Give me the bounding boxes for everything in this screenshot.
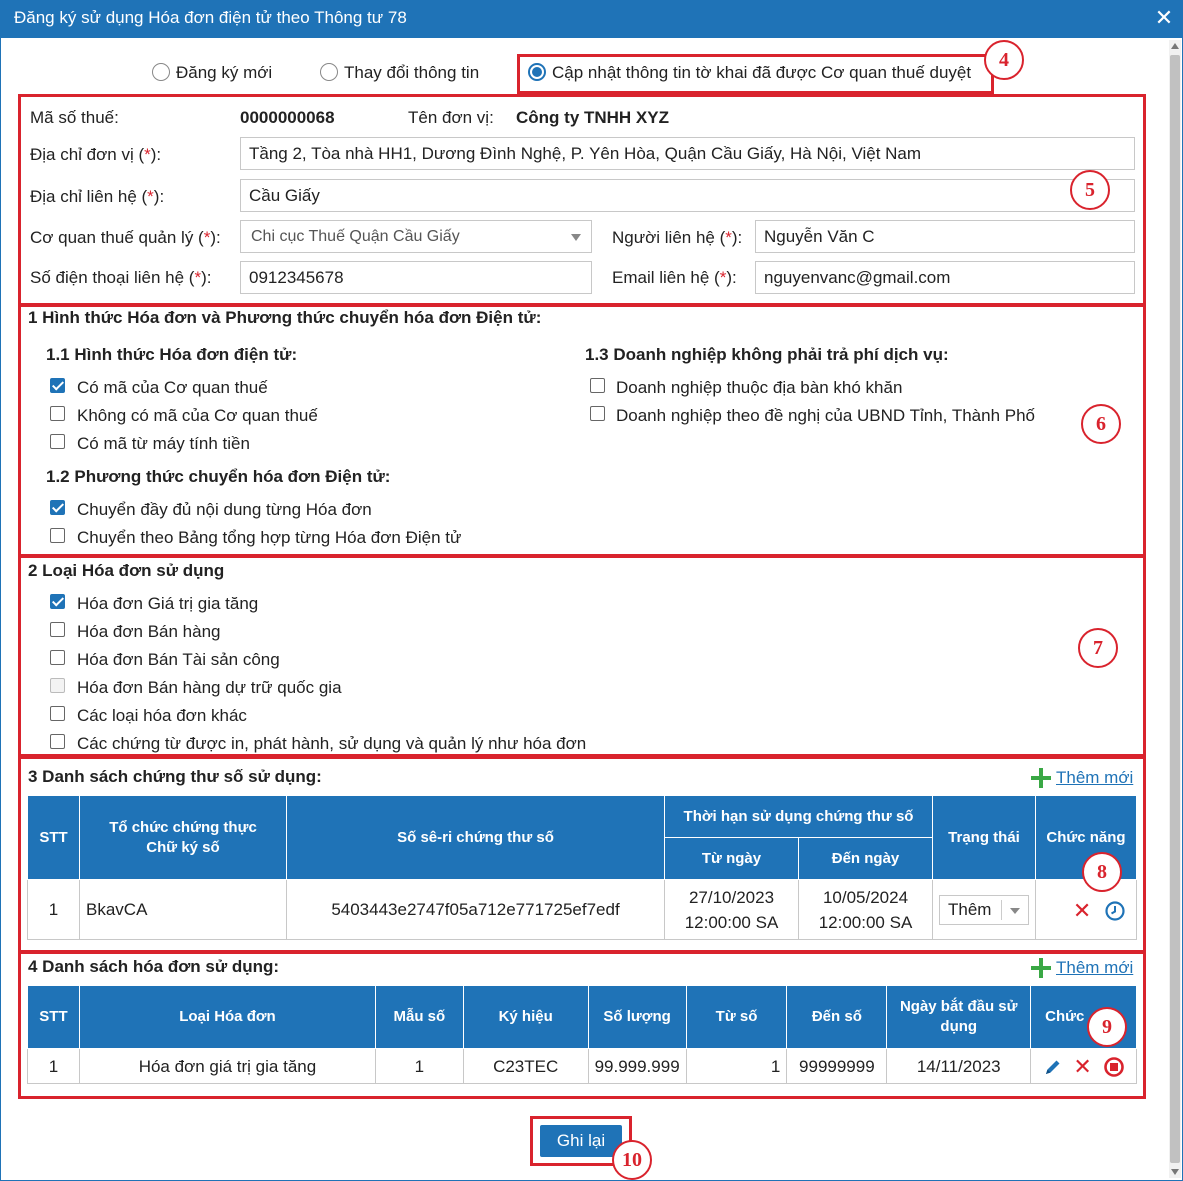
col-quantity: Số lượng [588,986,686,1049]
checkbox-public-asset-invoice-label: Hóa đơn Bán Tài sản công [77,650,280,669]
checkbox-no-tax-code[interactable] [50,406,65,421]
add-certificate-link[interactable]: Thêm mới [1056,768,1134,787]
cell-stt: 1 [28,1049,80,1084]
cell-quantity: 99.999.999 [588,1049,686,1084]
col-status: Trạng thái [933,796,1036,880]
col-start-date: Ngày bắt đầu sử dụng [887,986,1031,1049]
col-serial: Số sê-ri chứng thư số [287,796,665,880]
cell-stt: 1 [28,880,80,940]
col-from-no: Từ số [686,986,787,1049]
checkbox-full-content-label: Chuyển đầy đủ nội dung từng Hóa đơn [77,500,372,519]
cell-from-no: 1 [686,1049,787,1084]
col-stt: STT [28,986,80,1049]
status-value: Thêm [948,899,992,919]
checkbox-difficult-area-label: Doanh nghiệp thuộc địa bàn khó khăn [616,378,903,397]
cell-to: 10/05/2024 12:00:00 SA [799,880,933,940]
col-invoice-type: Loại Hóa đơn [79,986,375,1049]
add-invoice-link[interactable]: Thêm mới [1056,958,1134,977]
unit-address-label: Địa chỉ đơn vị (*): [30,145,162,164]
tax-office-select[interactable] [240,220,592,253]
contact-address-label: Địa chỉ liên hệ (*): [30,187,165,206]
dialog-title: Đăng ký sử dụng Hóa đơn điện tử theo Thông tư 78 [14,8,407,27]
tax-office-value: Chi cục Thuế Quận Cầu Giấy [251,228,460,245]
checkbox-national-reserve-invoice-label: Hóa đơn Bán hàng dự trữ quốc gia [77,678,342,697]
col-symbol: Ký hiệu [463,986,588,1049]
section1-title: 1 Hình thức Hóa đơn và Phương thức chuyển hóa đơn Điện tử: [28,308,542,327]
contact-person-label: Người liên hệ (*): [612,228,743,247]
email-input[interactable]: nguyenvanc@gmail.com [755,261,1135,294]
table-row [28,1049,1137,1084]
phone-label: Số điện thoại liên hệ (*): [30,268,212,287]
checkbox-sales-invoice[interactable] [50,622,65,637]
col-org: Tổ chức chứng thực Chữ ký số [80,796,287,880]
email-label: Email liên hệ (*): [612,268,737,287]
table-row [28,880,1137,940]
checkbox-summary-table[interactable] [50,528,65,543]
section12-title: 1.2 Phương thức chuyển hóa đơn Điện tử: [46,467,391,486]
col-actions: Chức [1031,986,1137,1049]
delete-icon[interactable]: ✕ [1073,1054,1092,1080]
edit-icon[interactable] [1043,1057,1063,1077]
checkbox-tax-code[interactable] [50,378,65,393]
col-to-date: Đến ngày [799,838,933,880]
checkbox-public-asset-invoice[interactable] [50,650,65,665]
unit-name-label: Tên đơn vị: [408,108,494,127]
checkbox-national-reserve-invoice [50,678,65,693]
checkbox-other-invoice-label: Các loại hóa đơn khác [77,706,247,725]
delete-icon[interactable]: ✕ [1072,897,1092,923]
col-to-no: Đến số [787,986,887,1049]
chevron-down-icon [571,234,581,241]
scrollbar-thumb[interactable] [1170,55,1180,1163]
tax-code-value: 0000000068 [240,108,335,127]
cell-org: BkavCA [80,880,287,940]
checkbox-documents-as-invoice-label: Các chứng từ được in, phát hành, sử dụng và quản lý như hóa đơn [77,734,587,753]
scroll-up-icon[interactable] [1171,43,1179,49]
certificate-table [27,795,1137,940]
callout-4: 4 [984,40,1024,80]
cell-form: 1 [375,1049,463,1084]
checkbox-cash-register[interactable] [50,434,65,449]
checkbox-summary-table-label: Chuyển theo Bảng tổng hợp từng Hóa đơn Điện tử [77,528,462,547]
radio-change-info-label: Thay đổi thông tin [344,63,480,82]
save-button[interactable]: Ghi lại [540,1125,622,1157]
cell-serial: 5403443e2747f05a712e771725ef7edf [287,880,665,940]
contact-address-input[interactable]: Cầu Giấy [240,179,1135,212]
contact-person-input[interactable]: Nguyễn Văn C [755,220,1135,253]
chevron-down-icon [1010,908,1020,914]
radio-change-info[interactable] [320,63,338,81]
callout-8: 8 [1082,852,1122,892]
col-form: Mẫu số [375,986,463,1049]
callout-9: 9 [1087,1007,1127,1047]
unit-name-value: Công ty TNHH XYZ [516,108,669,127]
radio-register-new-label: Đăng ký mới [176,63,273,82]
col-stt: STT [28,796,80,880]
phone-input[interactable]: 0912345678 [240,261,592,294]
invoice-table [27,985,1137,1084]
checkbox-vat-invoice-label: Hóa đơn Giá trị gia tăng [77,594,259,613]
cell-invoice-type: Hóa đơn giá trị gia tăng [79,1049,375,1084]
scroll-down-icon[interactable] [1171,1169,1179,1175]
tax-code-label: Mã số thuế: [30,108,119,127]
callout-6: 6 [1081,404,1121,444]
col-from-date: Từ ngày [665,838,799,880]
checkbox-tax-code-label: Có mã của Cơ quan thuế [77,378,268,397]
checkbox-documents-as-invoice[interactable] [50,734,65,749]
callout-5: 5 [1070,170,1110,210]
section11-title: 1.1 Hình thức Hóa đơn điện tử: [46,345,298,364]
status-select[interactable] [939,895,1029,925]
tax-office-label: Cơ quan thuế quản lý (*): [30,228,221,247]
section4-title: 4 Danh sách hóa đơn sử dụng: [28,957,280,976]
stop-icon[interactable] [1103,1056,1125,1078]
radio-update-approved-label: Cập nhật thông tin tờ khai đã được Cơ quan thuế duyệt [552,63,972,82]
clock-icon[interactable] [1104,900,1126,922]
highlight-box-mode [517,54,994,94]
cell-status [933,880,1036,940]
cell-start-date: 14/11/2023 [887,1049,1031,1084]
callout-7: 7 [1078,628,1118,668]
radio-register-new[interactable] [152,63,170,81]
checkbox-sales-invoice-label: Hóa đơn Bán hàng [77,622,221,641]
cell-actions [1036,880,1137,940]
checkbox-other-invoice[interactable] [50,706,65,721]
callout-10: 10 [612,1140,652,1180]
section2-title: 2 Loại Hóa đơn sử dụng [28,561,225,580]
checkbox-vat-invoice[interactable] [50,594,65,609]
checkbox-ubnd-proposal[interactable] [590,406,605,421]
section13-title: 1.3 Doanh nghiệp không phải trả phí dịch vụ: [585,345,949,364]
unit-address-input[interactable]: Tầng 2, Tòa nhà HH1, Dương Đình Nghệ, P. Yên Hòa, Quận Cầu Giấy, Hà Nội, Việt Nam [240,137,1135,170]
col-actions: Chức năng [1036,796,1137,880]
cell-from: 27/10/2023 12:00:00 SA [665,880,799,940]
close-icon[interactable]: ✕ [1154,5,1174,30]
plus-icon[interactable] [1031,958,1051,978]
plus-icon[interactable] [1031,768,1051,788]
cell-to-no: 99999999 [787,1049,887,1084]
col-validity: Thời hạn sử dụng chứng thư số [665,796,933,838]
checkbox-full-content[interactable] [50,500,65,515]
section3-title: 3 Danh sách chứng thư số sử dụng: [28,767,322,786]
cell-symbol: C23TEC [463,1049,588,1084]
cell-actions [1031,1049,1137,1084]
checkbox-no-tax-code-label: Không có mã của Cơ quan thuế [77,406,318,425]
checkbox-ubnd-proposal-label: Doanh nghiệp theo đề nghị của UBND Tỉnh, Thành Phố [616,406,1035,425]
checkbox-cash-register-label: Có mã từ máy tính tiền [77,434,250,453]
dialog-titlebar [0,0,1183,38]
vertical-scrollbar[interactable] [1169,40,1181,1178]
checkbox-difficult-area[interactable] [590,378,605,393]
